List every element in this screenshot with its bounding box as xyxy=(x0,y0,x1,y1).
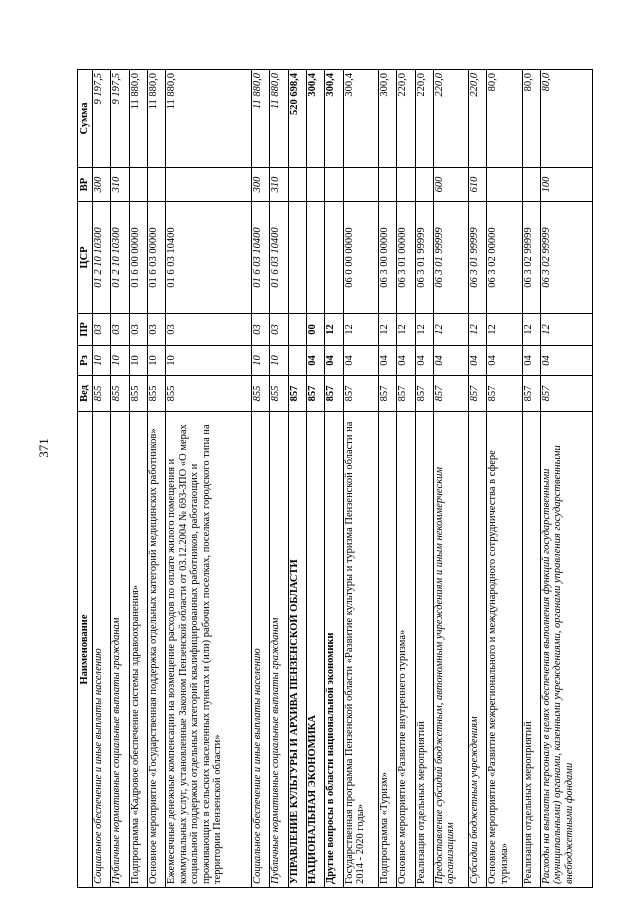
cell-rz: 04 xyxy=(325,346,343,376)
cell-vr xyxy=(415,168,433,202)
cell-name: Расходы на выплаты персоналу в целях обеспечения выполнения функций государственными (муниципальными) органами, казенными учреждениями, органами управления государственными внебюджетными фондами xyxy=(540,412,592,888)
cell-vr xyxy=(522,168,540,202)
cell-vr xyxy=(288,168,306,202)
table-body xyxy=(93,70,593,888)
table-row xyxy=(111,70,129,888)
cell-sum: 220,0 xyxy=(433,70,468,168)
cell-pr: 03 xyxy=(166,314,252,346)
cell-name: Социальное обеспечение и иные выплаты населению xyxy=(93,412,111,888)
cell-sum: 220,0 xyxy=(415,70,433,168)
cell-vr: 600 xyxy=(433,168,468,202)
budget-table xyxy=(77,69,593,888)
cell-vr xyxy=(307,168,325,202)
cell-vr: 300 xyxy=(252,168,270,202)
cell-vr xyxy=(129,168,147,202)
table-row xyxy=(343,70,378,888)
cell-vr: 300 xyxy=(93,168,111,202)
cell-pr: 12 xyxy=(522,314,540,346)
cell-ved: 857 xyxy=(307,376,325,412)
cell-csr: 06 3 02 99999 xyxy=(540,202,592,314)
cell-pr: 12 xyxy=(325,314,343,346)
cell-csr: 06 3 02 00000 xyxy=(487,202,522,314)
cell-vr xyxy=(487,168,522,202)
cell-csr: 06 3 01 99999 xyxy=(469,202,487,314)
cell-rz: 04 xyxy=(469,346,487,376)
cell-rz: 10 xyxy=(166,346,252,376)
cell-name: Основное мероприятие «Развитие межрегионального и международного сотрудничества в сфере туризма» xyxy=(487,412,522,888)
cell-rz: 10 xyxy=(147,346,165,376)
cell-ved: 855 xyxy=(147,376,165,412)
rotated-page-content xyxy=(77,70,593,888)
cell-vr: 310 xyxy=(270,168,288,202)
cell-sum: 11 880,0 xyxy=(129,70,147,168)
cell-pr: 03 xyxy=(93,314,111,346)
cell-sum: 300,0 xyxy=(378,70,396,168)
cell-rz: 04 xyxy=(540,346,592,376)
cell-name: Ежемесячные денежные компенсации на возмещение расходов по оплате жилого помещения и коммунальных услуг, установленные Законом Пензенской области от 03.12.2004 № 693-ЗПО «О мерах социальной поддержки отдельных категорий квалифицированных работников, работающих и проживающих в сельских населенных пунктах и (или) рабочих поселках, поселках городского типа на территории Пензенской области» xyxy=(166,412,252,888)
cell-ved: 857 xyxy=(487,376,522,412)
cell-sum: 11 880,0 xyxy=(147,70,165,168)
cell-rz: 04 xyxy=(415,346,433,376)
cell-ved: 855 xyxy=(93,376,111,412)
table-row xyxy=(93,70,111,888)
cell-name: Другие вопросы в области национальной экономики xyxy=(325,412,343,888)
table-header-row xyxy=(78,70,93,888)
cell-sum: 11 880,0 xyxy=(270,70,288,168)
cell-csr: 01 2 10 10300 xyxy=(93,202,111,314)
cell-rz: 04 xyxy=(487,346,522,376)
cell-ved: 857 xyxy=(325,376,343,412)
cell-pr: 12 xyxy=(378,314,396,346)
cell-vr xyxy=(378,168,396,202)
cell-pr: 12 xyxy=(397,314,415,346)
cell-pr: 12 xyxy=(540,314,592,346)
cell-csr: 01 6 03 10400 xyxy=(252,202,270,314)
cell-ved: 857 xyxy=(378,376,396,412)
cell-name: Публичные нормативные социальные выплаты гражданам xyxy=(111,412,129,888)
cell-pr xyxy=(288,314,306,346)
cell-ved: 857 xyxy=(415,376,433,412)
table-row xyxy=(325,70,343,888)
cell-ved: 857 xyxy=(397,376,415,412)
cell-sum: 300,4 xyxy=(343,70,378,168)
cell-pr: 03 xyxy=(252,314,270,346)
cell-pr: 03 xyxy=(129,314,147,346)
cell-sum: 220,0 xyxy=(469,70,487,168)
header-csr: ЦСР xyxy=(78,202,93,314)
table-row xyxy=(252,70,270,888)
cell-rz xyxy=(288,346,306,376)
cell-rz: 04 xyxy=(378,346,396,376)
cell-csr: 01 6 03 10400 xyxy=(166,202,252,314)
table-row xyxy=(129,70,147,888)
cell-sum: 220,0 xyxy=(397,70,415,168)
cell-csr: 01 6 03 00000 xyxy=(147,202,165,314)
cell-sum: 300,4 xyxy=(307,70,325,168)
table-row xyxy=(469,70,487,888)
cell-name: Субсидии бюджетным учреждениям xyxy=(469,412,487,888)
cell-rz: 10 xyxy=(111,346,129,376)
cell-pr: 12 xyxy=(433,314,468,346)
table-row xyxy=(540,70,592,888)
cell-pr: 00 xyxy=(307,314,325,346)
cell-csr xyxy=(288,202,306,314)
header-sum: Сумма xyxy=(78,70,93,168)
cell-rz: 04 xyxy=(433,346,468,376)
cell-ved: 857 xyxy=(433,376,468,412)
table-row xyxy=(288,70,306,888)
cell-name: Основное мероприятие «Государственная поддержка отдельных категорий медицинских работников» xyxy=(147,412,165,888)
cell-sum: 80,0 xyxy=(522,70,540,168)
cell-csr: 01 6 00 00000 xyxy=(129,202,147,314)
cell-pr: 03 xyxy=(147,314,165,346)
cell-name: Реализация отдельных мероприятий xyxy=(522,412,540,888)
cell-ved: 855 xyxy=(252,376,270,412)
table-row xyxy=(397,70,415,888)
cell-pr: 03 xyxy=(111,314,129,346)
cell-vr: 310 xyxy=(111,168,129,202)
cell-ved: 857 xyxy=(540,376,592,412)
cell-sum: 9 197,5 xyxy=(93,70,111,168)
cell-vr xyxy=(166,168,252,202)
cell-csr: 01 2 10 10300 xyxy=(111,202,129,314)
cell-csr: 06 3 00 00000 xyxy=(378,202,396,314)
cell-csr xyxy=(325,202,343,314)
header-pr: ПР xyxy=(78,314,93,346)
cell-csr: 06 3 01 00000 xyxy=(397,202,415,314)
cell-name: Публичные нормативные социальные выплаты гражданам xyxy=(270,412,288,888)
header-name: Наименование xyxy=(78,412,93,888)
table-row xyxy=(415,70,433,888)
cell-sum: 11 880,0 xyxy=(166,70,252,168)
table-row xyxy=(433,70,468,888)
cell-name: Основное мероприятие «Развитие внутреннего туризма» xyxy=(397,412,415,888)
table-row xyxy=(487,70,522,888)
page-number: 371 xyxy=(36,438,51,458)
cell-vr: 610 xyxy=(469,168,487,202)
cell-rz: 10 xyxy=(270,346,288,376)
cell-name: Предоставление субсидий бюджетным, автономным учреждениям и иным некоммерческим организациям xyxy=(433,412,468,888)
cell-ved: 855 xyxy=(129,376,147,412)
header-rz: Рз xyxy=(78,346,93,376)
cell-ved: 855 xyxy=(166,376,252,412)
cell-rz: 04 xyxy=(307,346,325,376)
cell-sum: 9 197,5 xyxy=(111,70,129,168)
cell-sum: 300,4 xyxy=(325,70,343,168)
cell-ved: 857 xyxy=(469,376,487,412)
cell-name: УПРАВЛЕНИЕ КУЛЬТУРЫ И АРХИВА ПЕНЗЕНСКОЙ ОБЛАСТИ xyxy=(288,412,306,888)
cell-csr xyxy=(307,202,325,314)
cell-pr: 12 xyxy=(487,314,522,346)
cell-ved: 855 xyxy=(270,376,288,412)
cell-name: Реализация отдельных мероприятий xyxy=(415,412,433,888)
cell-csr: 06 3 01 99999 xyxy=(433,202,468,314)
cell-sum: 520 698,4 xyxy=(288,70,306,168)
cell-sum: 80,0 xyxy=(540,70,592,168)
cell-vr xyxy=(147,168,165,202)
cell-pr: 03 xyxy=(270,314,288,346)
cell-rz: 04 xyxy=(343,346,378,376)
cell-name: Подпрограмма «Туризм» xyxy=(378,412,396,888)
cell-csr: 01 6 03 10400 xyxy=(270,202,288,314)
cell-vr: 100 xyxy=(540,168,592,202)
cell-rz: 04 xyxy=(522,346,540,376)
cell-ved: 857 xyxy=(288,376,306,412)
cell-ved: 857 xyxy=(522,376,540,412)
cell-csr: 06 0 00 00000 xyxy=(343,202,378,314)
cell-rz: 10 xyxy=(129,346,147,376)
cell-csr: 06 3 02 99999 xyxy=(522,202,540,314)
cell-name: НАЦИОНАЛЬНАЯ ЭКОНОМИКА xyxy=(307,412,325,888)
cell-csr: 06 3 01 99999 xyxy=(415,202,433,314)
cell-vr xyxy=(397,168,415,202)
cell-name: Подпрограмма «Кадровое обеспечение системы здравоохранения» xyxy=(129,412,147,888)
cell-rz: 10 xyxy=(93,346,111,376)
table-row xyxy=(522,70,540,888)
table-row xyxy=(166,70,252,888)
cell-ved: 855 xyxy=(111,376,129,412)
table-row xyxy=(378,70,396,888)
cell-name: Государственная программа Пензенской области «Развитие культуры и туризма Пензенской области на 2014 - 2020 годы» xyxy=(343,412,378,888)
cell-sum: 80,0 xyxy=(487,70,522,168)
cell-pr: 12 xyxy=(415,314,433,346)
cell-vr xyxy=(343,168,378,202)
table-row xyxy=(307,70,325,888)
cell-vr xyxy=(325,168,343,202)
cell-pr: 12 xyxy=(343,314,378,346)
cell-pr: 12 xyxy=(469,314,487,346)
cell-rz: 10 xyxy=(252,346,270,376)
table-row xyxy=(270,70,288,888)
cell-sum: 11 880,0 xyxy=(252,70,270,168)
table-row xyxy=(147,70,165,888)
cell-ved: 857 xyxy=(343,376,378,412)
cell-name: Социальное обеспечение и иные выплаты населению xyxy=(252,412,270,888)
cell-rz: 04 xyxy=(397,346,415,376)
header-vr: ВР xyxy=(78,168,93,202)
header-ved: Вед xyxy=(78,376,93,412)
